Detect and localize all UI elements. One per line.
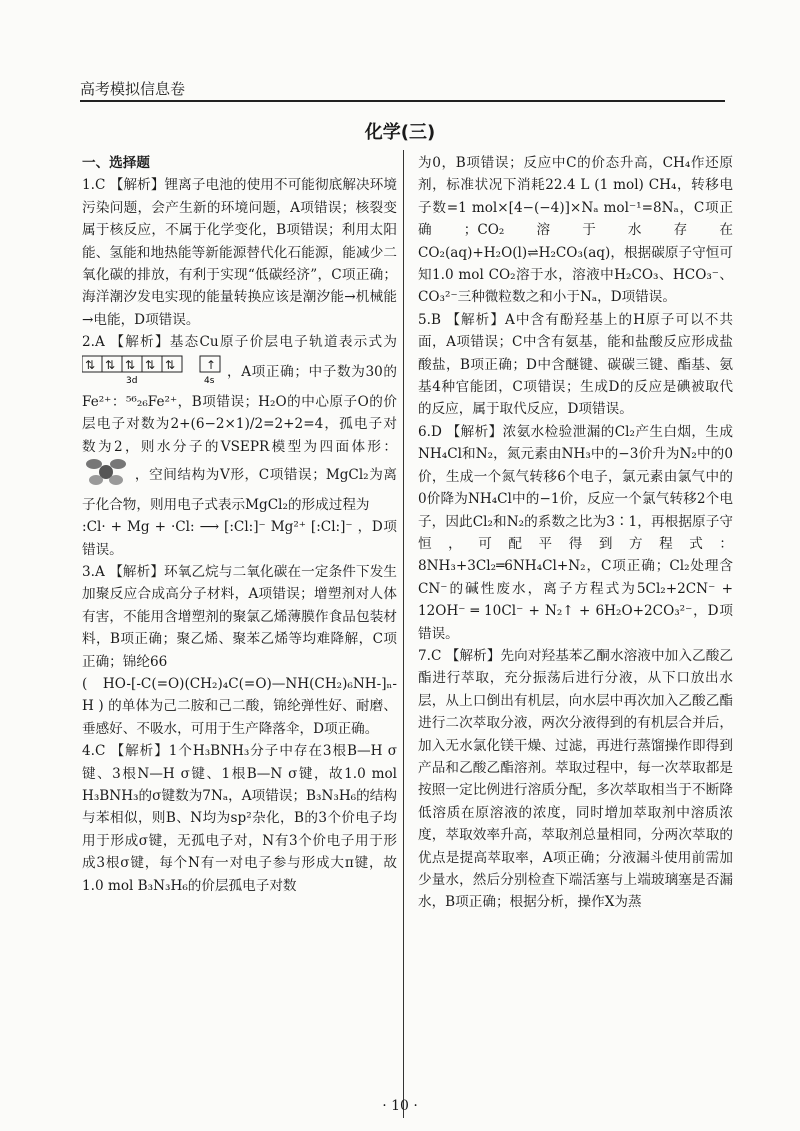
formation-equation: :Cl· + Mg + ·Cl: ⟶ [:Cl:]⁻ Mg²⁺ [:Cl:]⁻	[82, 519, 353, 536]
svg-text:⇅: ⇅	[85, 357, 96, 372]
answer-6: 6.D 【解析】浓氨水检验泄漏的Cl₂产生白烟，生成NH₄Cl和N₂，氮元素由NH₃中的−3价升为N₂中的0价，生成一个氮气转移6个电子，氯元素由氯气中的0价降为NH₄Cl中的−1价，反应一个氯气转移2个电子，因此Cl₂和N₂的系数之比为3∶1，再根据原子守恒，可配平得到方程式：8NH₃+3Cl₂═6NH₄Cl+N₂，C项正确；Cl₂处理含CN⁻的碱性废水，离子方程式为5Cl₂+2CN⁻ + 12OH⁻ ═ 10Cl⁻ + N₂↑ + 6H₂O+2CO₃²⁻，D项错误。	[418, 423, 733, 642]
svg-text:⇅: ⇅	[125, 357, 136, 372]
column-divider	[403, 150, 404, 1118]
header-rule	[80, 100, 725, 102]
answer-4-continued: 为0，B项错误；反应中C的价态升高，CH₄作还原剂，标准状况下消耗22.4 L (1 mol) CH₄，转移电子数=1 mol×[4−(−4)]×Nₐ mol⁻¹=8Nₐ，C项正确；CO₂溶于水存在CO₂(aq)+H₂O(l)⇌H₂CO₃(aq)，根据碳原子守恒可知1.0 mol CO₂溶于水，溶液中H₂CO₃、HCO₃⁻、CO₃²⁻三种微粒数之和小于Nₐ，D项错误。	[418, 155, 733, 306]
answer-1: 1.C 【解析】锂离子电池的使用不可能彻底解决环境污染问题，会产生新的环境问题，A项错误；核裂变属于核反应，不属于化学变化，B项错误；利用太阳能、氢能和地热能等新能源替代化石能源，能减少二氧化碳的排放，有利于实现“低碳经济”，C项正确；海洋潮汐发电实现的能量转换应该是潮汐能→机械能→电能，D项错误。	[82, 177, 397, 328]
nylon-formula: ( HO-[-C(=O)(CH₂)₄C(=O)—NH(CH₂)₆NH-]ₙ-H )	[82, 675, 397, 715]
answer-7: 7.C 【解析】先向对羟基苯乙酮水溶液中加入乙酸乙酯进行萃取，充分振荡后进行分液，从下口放出水层，从上口倒出有机层，向水层中再次加入乙酸乙酯进行二次萃取分液，两次分液得到的有机层合并后，加入无水氯化镁干燥、过滤，再进行蒸馏操作即得到产品和乙酸乙酯溶剂。萃取过程中，每一次萃取都是按照一定比例进行溶质分配，多次萃取相当于不断降低溶质在原溶液的浓度，同时增加萃取剂中溶质浓度，萃取效率升高，萃取剂总量相同，分两次萃取的优点是提高萃取率，A项正确；分液漏斗使用前需加少量水，然后分别检查下端活塞与上端玻璃塞是否漏水，B项正确；根据分析，操作X为蒸	[418, 647, 733, 911]
page-number: · 10 ·	[382, 1098, 418, 1114]
orbital-diagram	[82, 354, 222, 391]
svg-text:⇅: ⇅	[145, 357, 156, 372]
page-title: 化学(三)	[364, 122, 436, 143]
right-column	[418, 152, 733, 914]
left-column	[82, 152, 397, 897]
svg-text:↑: ↑	[206, 357, 217, 372]
answer-2	[82, 331, 397, 561]
orbital-label-3d: 3d	[126, 375, 138, 384]
answer-4: 4.C 【解析】1个H₃BNH₃分子中存在3根B—H σ键、3根N—H σ键、1根B—N σ键，故1.0 mol H₃BNH₃的σ键数为7Nₐ，A项错误；B₃N₃H₆的结构与苯相似，则B、N均为sp²杂化，B的3个价电子均用于形成σ键，无孤电子对，N有3个价电子用于形成3根σ键，每个N有一对电子参与形成大π键，故1.0 mol B₃N₃H₆的价层孤电子对数	[82, 743, 397, 894]
answer-2-part-a: 2.A 【解析】基态Cu原子价层电子轨道表示式为	[82, 334, 397, 351]
answer-2-part-c: ，空间结构为V形，C项错误；MgCl₂为离子化合物，则用电子式表示MgCl₂的形成过程为	[82, 467, 397, 513]
water-model-icon	[82, 458, 130, 493]
answer-3	[82, 561, 397, 740]
orbital-label-4s: 4s	[204, 375, 215, 384]
answer-3-part-a: 3.A 【解析】环氧乙烷与二氧化碳在一定条件下发生加聚反应合成高分子材料，A项错误；增塑剂对人体有害，不能用含增塑剂的聚氯乙烯薄膜作食品包装材料，B项正确；聚乙烯、聚苯乙烯等均难降解，C项正确；锦纶66	[82, 563, 397, 670]
svg-text:⇅: ⇅	[105, 357, 116, 372]
header-title: 高考模拟信息卷	[80, 80, 186, 98]
answer-2-part-d: ，D项错误。	[82, 519, 398, 558]
section-heading: 一、选择题	[82, 155, 150, 171]
answer-5: 5.B 【解析】A中含有酚羟基上的H原子可以不共面，A项错误；C中含有氨基，能和盐酸反应形成盐酸盐，B项正确；D中含醚键、碳碳三键、酯基、氨基4种官能团，C项错误；生成D的反应是碘被取代的反应，属于取代反应，D项错误。	[418, 311, 733, 418]
answer-2-part-b: ，A项正确；中子数为30的Fe²⁺：⁵⁶₂₆Fe²⁺，B项错误；H₂O的中心原子O的价层电子对数为2+(6−2×1)/2=2+2=4，孤电子对数为2，则水分子的VSEPR模型为四面体形：	[82, 363, 397, 455]
answer-3-part-b: 的单体为己二胺和己二酸，锦纶弹性好、耐磨、垂感好、不吸水，可用于生产降落伞，D项正确。	[82, 698, 398, 737]
svg-text:⇅: ⇅	[165, 357, 176, 372]
